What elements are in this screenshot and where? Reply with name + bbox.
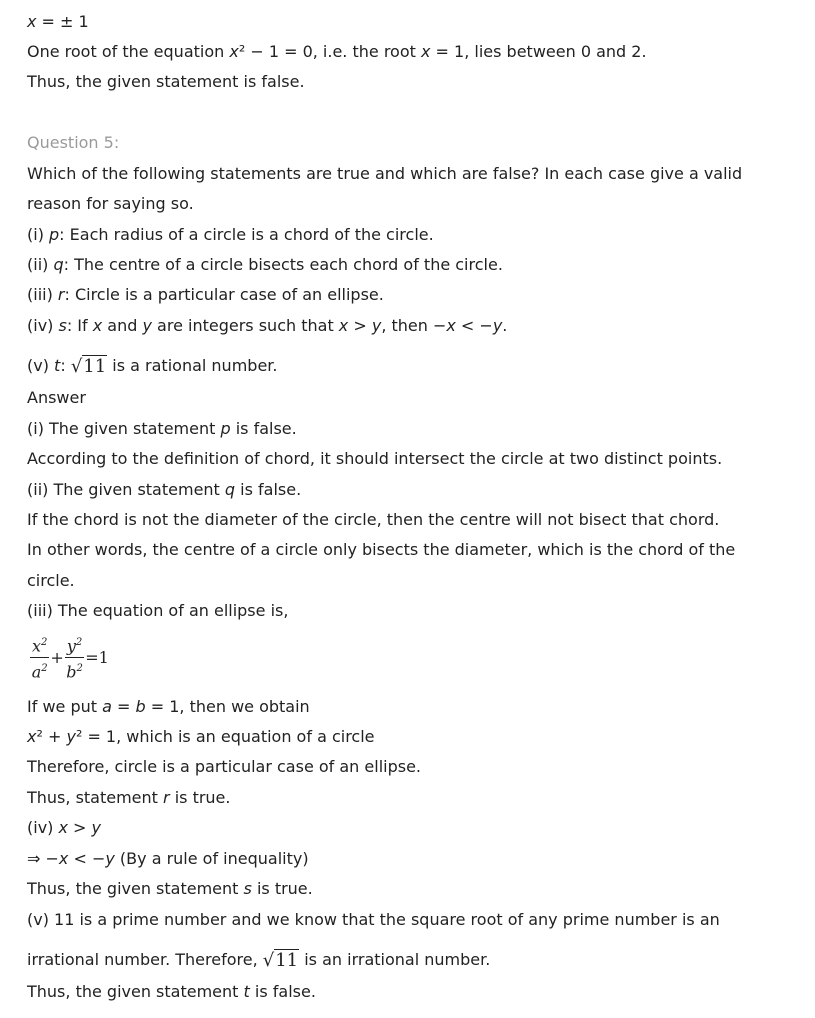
statement-q: (ii) q: The centre of a circle bisects each chord of the circle.: [27, 255, 503, 274]
statement-t: (v) t: √11 is a rational number.: [27, 356, 278, 377]
line-root-between: One root of the equation x² − 1 = 0, i.e. the root x = 1, lies between 0 and 2.: [27, 42, 647, 61]
answer-v: (v) 11 is a prime number and we know that the square root of any prime number is an: [27, 910, 720, 929]
answer-iii-therefore: Therefore, circle is a particular case of an ellipse.: [27, 757, 422, 776]
answer-iv: (iv) x > y: [27, 818, 101, 837]
line-statement-false: Thus, the given statement is false.: [27, 72, 305, 91]
question-text-line-1: Which of the following statements are true and which are false? In each case give a valid: [27, 164, 743, 183]
answer-ii-reason-1: If the chord is not the diameter of the circle, then the centre will not bisect that chord.: [27, 510, 720, 529]
fraction-x-over-a: $\frac{x^2}{a^2}$: [30, 632, 49, 684]
statement-r: (iii) r: Circle is a particular case of an ellipse.: [27, 285, 384, 304]
question-heading: Question 5:: [27, 133, 120, 152]
sqrt-eleven: √11: [70, 356, 107, 377]
answer-iv-implication: ⇒ −x < −y (By a rule of inequality): [27, 849, 309, 868]
fraction-y-over-b: $\frac{y^2}{b^2}$: [65, 632, 84, 684]
answer-i-reason: According to the definition of chord, it should intersect the circle at two distinct points.: [27, 449, 723, 468]
statement-s: (iv) s: If x and y are integers such that x > y, then −x < −y.: [27, 316, 508, 335]
answer-ii-reason-3: circle.: [27, 571, 75, 590]
answer-iii-circle-eq: x² + y² = 1, which is an equation of a circle: [27, 727, 375, 746]
answer-ii-reason-2: In other words, the centre of a circle only bisects the diameter, which is the chord of the: [27, 540, 736, 559]
answer-i: (i) The given statement p is false.: [27, 419, 297, 438]
ellipse-equation: $\frac{x^2}{a^2}$ + $\frac{y^2}{b^2}$ =1: [30, 632, 110, 688]
answer-ii: (ii) The given statement q is false.: [27, 480, 302, 499]
sqrt-eleven-2: √11: [262, 950, 299, 971]
answer-v-conclusion: Thus, the given statement t is false.: [27, 982, 316, 1001]
answer-iv-conclusion: Thus, the given statement s is true.: [27, 879, 313, 898]
answer-v-irrational: irrational number. Therefore, √11 is an irrational number.: [27, 950, 491, 971]
question-text-line-2: reason for saying so.: [27, 194, 194, 213]
answer-iii: (iii) The equation of an ellipse is,: [27, 601, 289, 620]
statement-p: (i) p: Each radius of a circle is a chord of the circle.: [27, 225, 434, 244]
answer-label: Answer: [27, 388, 86, 407]
answer-iii-substitute: If we put a = b = 1, then we obtain: [27, 697, 310, 716]
answer-iii-conclusion: Thus, statement r is true.: [27, 788, 231, 807]
line-x-equals-pm-one: x = ± 1: [27, 12, 89, 31]
